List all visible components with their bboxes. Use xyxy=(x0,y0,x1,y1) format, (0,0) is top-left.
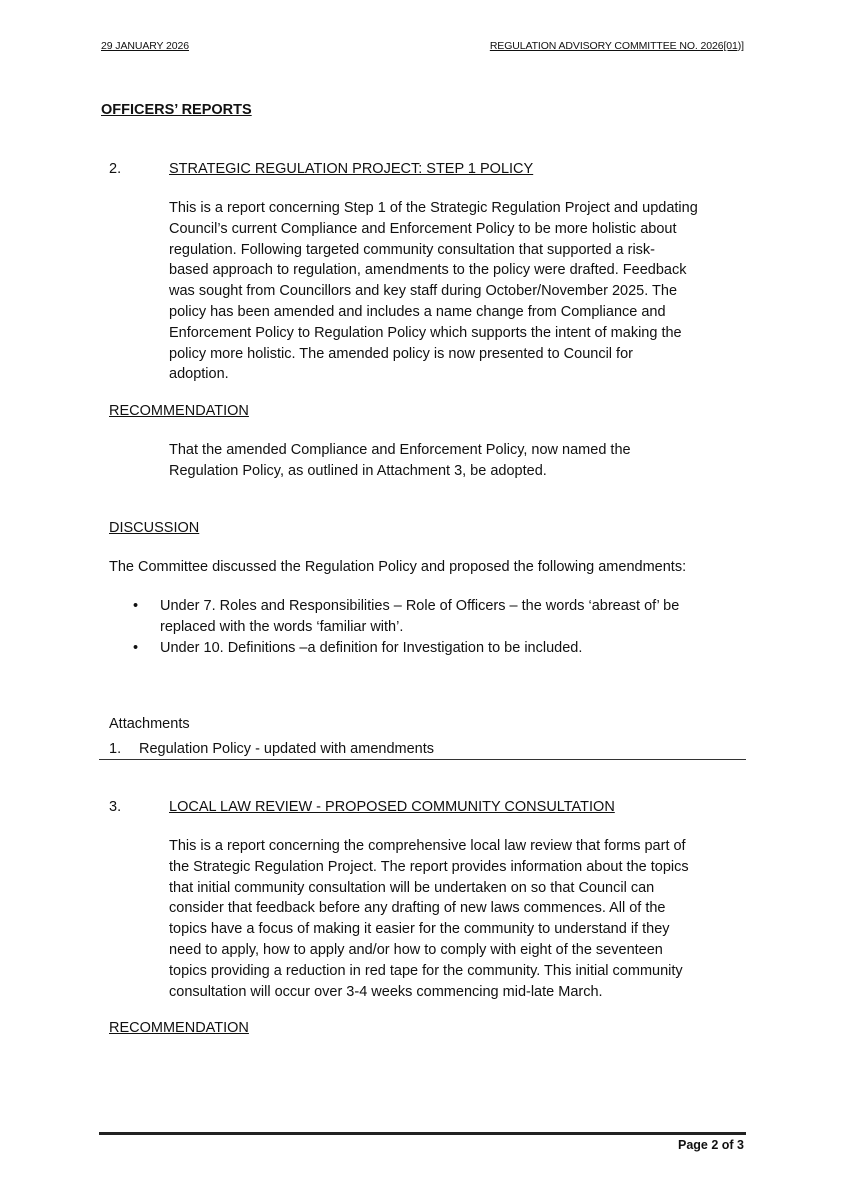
header-committee: REGULATION ADVISORY COMMITTEE NO. 2026[01)] xyxy=(489,40,744,52)
item-2-title: STRATEGIC REGULATION PROJECT: STEP 1 POLICY xyxy=(169,161,534,177)
body-line: was sought from Councillors and key staff during October/November 2025. The xyxy=(169,283,678,300)
body-line: that initial community consultation will be undertaken on so that Council can xyxy=(169,879,655,896)
attachments-divider xyxy=(99,759,746,760)
body-line: need to apply, how to apply and/or how to comply with eight of the seventeen xyxy=(169,941,663,958)
section-title: OFFICERS’ REPORTS xyxy=(101,102,252,118)
body-line: This is a report concerning Step 1 of the Strategic Regulation Project and updating xyxy=(169,200,698,216)
item-2-discussion-heading: DISCUSSION xyxy=(109,520,200,536)
item-2-recommendation-heading: RECOMMENDATION xyxy=(109,403,249,419)
recommendation-line: Regulation Policy, as outlined in Attachment 3, be adopted. xyxy=(169,462,547,479)
body-line: adoption. xyxy=(169,366,229,383)
body-line: consultation will occur over 3-4 weeks commencing mid-late March. xyxy=(169,983,603,1000)
recommendation-line: That the amended Compliance and Enforcement Policy, now named the xyxy=(169,442,631,458)
item-3-number: 3. xyxy=(109,799,122,815)
body-line: Council’s current Compliance and Enforcement Policy to be more holistic about xyxy=(169,220,677,237)
attachment-link[interactable]: Regulation Policy - updated with amendments xyxy=(139,741,434,757)
bullet-icon: • xyxy=(133,639,139,656)
body-line: This is a report concerning the comprehensive local law review that forms part of xyxy=(169,838,686,854)
body-line: consider that feedback before any drafting of new laws commences. All of the xyxy=(169,900,666,917)
body-line: Enforcement Policy to Regulation Policy which supports the intent of making the xyxy=(169,324,682,341)
body-line: policy more holistic. The amended policy is now presented to Council for xyxy=(169,345,633,362)
item-3-body xyxy=(169,836,769,1002)
item-2-body xyxy=(169,198,769,385)
attachments-heading: Attachments xyxy=(109,716,190,732)
discussion-bullet xyxy=(109,638,789,659)
body-line: the Strategic Regulation Project. The report provides information about the topics xyxy=(169,858,689,875)
body-line: based approach to regulation, amendments to the policy were drafted. Feedback xyxy=(169,262,687,279)
footer-divider xyxy=(99,1132,746,1135)
bullet-line: Under 7. Roles and Responsibilities – Role of Officers – the words ‘abreast of’ be xyxy=(160,598,680,614)
body-line: policy has been amended and includes a name change from Compliance and xyxy=(169,303,666,320)
body-line: topics have a focus of making it easier for the community to understand if they xyxy=(169,921,670,938)
body-line: topics providing a reduction in red tape for the community. This initial community xyxy=(169,962,683,979)
item-3-title: LOCAL LAW REVIEW - PROPOSED COMMUNITY CONSULTATION xyxy=(169,799,615,815)
discussion-bullet xyxy=(109,596,789,638)
bullet-line: Under 10. Definitions –a definition for Investigation to be included. xyxy=(160,639,583,656)
item-2-recommendation xyxy=(169,440,769,482)
discussion-bullet-list xyxy=(109,596,789,658)
bullet-icon: • xyxy=(133,598,139,614)
discussion-intro: The Committee discussed the Regulation Policy and proposed the following amendments: xyxy=(109,559,687,575)
attachment-number: 1. xyxy=(109,741,122,757)
body-line: regulation. Following targeted community consultation that supported a risk- xyxy=(169,241,656,258)
header-date: 29 JANUARY 2026 xyxy=(101,40,190,52)
item-3-recommendation-heading: RECOMMENDATION xyxy=(109,1020,249,1036)
page-number: Page 2 of 3 xyxy=(678,1138,744,1152)
bullet-line: replaced with the words ‘familiar with’. xyxy=(160,618,404,635)
item-2-number: 2. xyxy=(109,161,122,177)
